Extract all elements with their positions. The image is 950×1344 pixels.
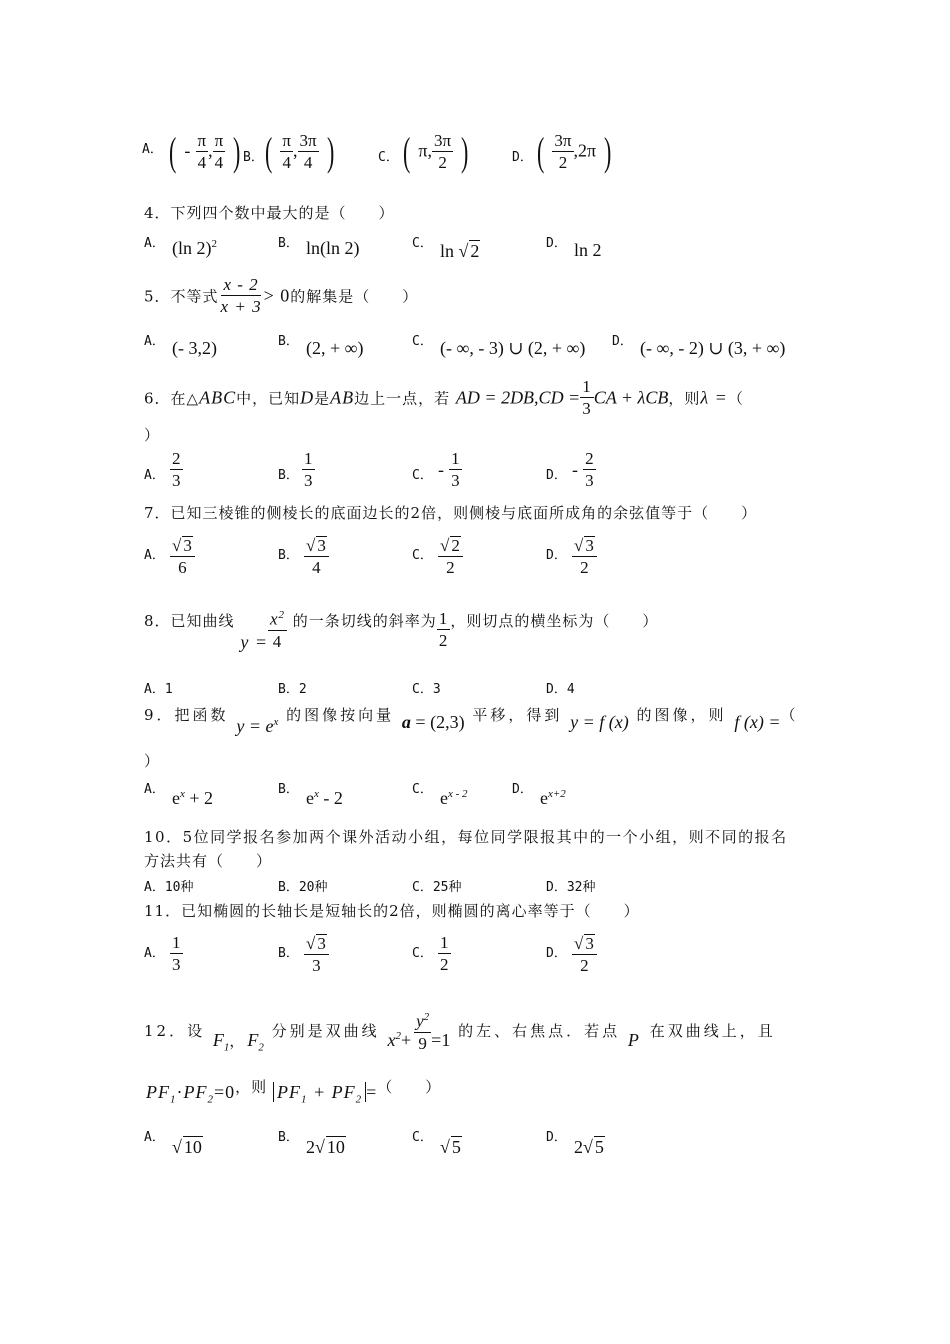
q4-c-rad: 2 xyxy=(470,241,480,261)
q6-s3: 是 xyxy=(314,389,331,408)
q12-s2: 分别是双曲线 xyxy=(271,1022,380,1041)
q12-pf2: $PF_2$ xyxy=(183,1082,214,1106)
q9-b-sup: x xyxy=(314,788,319,800)
q6-d-expr xyxy=(572,450,596,490)
q8-xsup: 2 xyxy=(278,609,286,621)
q9-ysup: x xyxy=(273,716,279,728)
q6-d-minus: - xyxy=(572,459,578,480)
q4-d-label: D． xyxy=(546,236,567,251)
q5-b-expr: (2, + ∞) xyxy=(306,338,364,358)
q9-f2: f (x) = xyxy=(734,712,781,732)
q6-frac-d: 3 xyxy=(582,398,592,418)
q12-c-expr: √ 5 xyxy=(440,1137,461,1157)
q9-paren-open: （ xyxy=(780,706,799,724)
q3-a-expr: ( - $\frac{\pi}{4}$ , $\frac{\pi}{4}$ ) xyxy=(168,129,241,174)
q9-c-label: C． xyxy=(412,782,433,797)
q11-b-expr: $\frac{√ 3}{3}$ xyxy=(304,934,329,975)
q3-a-label: A． xyxy=(142,142,163,157)
q8-s3: ，则切点的横坐标为（ ） xyxy=(450,612,659,630)
q6-b-expr xyxy=(302,450,315,490)
q3-a-d1: 4 xyxy=(197,153,207,172)
q11-d-expr: $\frac{√ 3}{2}$ xyxy=(572,934,597,975)
q6-b-d: 3 xyxy=(304,470,313,490)
q5-d-expr: (- ∞, - 2) ∪ (3, + ∞) xyxy=(640,338,786,358)
q7-d-label: D． xyxy=(546,548,567,563)
q9-paren-close: ） xyxy=(144,752,161,770)
q9-d-expr: $e^{x+2}$ xyxy=(540,788,566,808)
q6-s5: ，则 xyxy=(668,389,701,408)
q11-stem: 11．已知椭圆的长轴长是短轴长的2倍，则椭圆的离心率等于（ ） xyxy=(144,902,640,920)
q12-b-expr: 2√ 10 xyxy=(306,1137,345,1157)
q3-c-pi: π, xyxy=(418,140,433,161)
q10-stem-2: 方法共有（ ） xyxy=(144,852,273,870)
q10-c: C．25种 xyxy=(412,880,462,895)
q9-s3: 平移，得到 xyxy=(472,706,563,724)
q11-b-rad: 3 xyxy=(317,934,326,953)
q5-d-label: D． xyxy=(612,334,633,349)
q9-c-sup: x - 2 xyxy=(448,788,468,800)
q12-yn: y xyxy=(416,1011,424,1031)
q6-d-d: 3 xyxy=(585,470,594,490)
q5-stem xyxy=(144,276,418,316)
q9-d-label: D． xyxy=(512,782,533,797)
q12-a-rad: 10 xyxy=(183,1137,202,1157)
q7-b-expr: $\frac{√ 3}{4}$ xyxy=(304,536,329,577)
q7-a-label: A． xyxy=(144,548,165,563)
q12-b-rad: 10 xyxy=(326,1137,345,1157)
q9-stem xyxy=(144,704,799,736)
q11-b-d: 3 xyxy=(312,955,321,975)
q12-yd: 9 xyxy=(418,1033,427,1053)
q6-a-label: A． xyxy=(144,468,165,483)
q12-s3: 的左、右焦点．若点 xyxy=(458,1022,621,1041)
q4-c-ln: ln xyxy=(440,241,455,261)
q7-c-d: 2 xyxy=(446,557,455,577)
q4-c-label: C． xyxy=(412,236,433,251)
q7-b-label: B． xyxy=(278,548,299,563)
q12-eq2: = xyxy=(366,1082,378,1102)
q10-stem-1: 10．5位同学报名参加两个课外活动小组，每位同学限报其中的一个小组，则不同的报名 xyxy=(144,828,788,846)
q5-a-label: A． xyxy=(144,334,165,349)
q3-a-d2: 4 xyxy=(214,153,224,172)
q12-stem: 12．设 $F_1$，$F_2$ 分别是双曲线 $x^2+$ $\frac{y^2}{9}$ =1 的左、右焦点．若点 P 在双曲线上，且 xyxy=(144,1011,776,1054)
q11-d-label: D． xyxy=(546,946,567,961)
q11-c-d: 2 xyxy=(440,954,449,974)
q6-paren-open: （ xyxy=(727,389,744,408)
q4-a-exp: 2 xyxy=(211,238,217,250)
q8-c: C．3 xyxy=(412,682,441,697)
q5-a-expr: (- 3,2) xyxy=(172,338,217,358)
q10-d: D．32种 xyxy=(546,880,596,895)
q12-d-label: D． xyxy=(546,1130,567,1145)
q11-a-label: A． xyxy=(144,946,165,961)
q3-options xyxy=(142,138,163,188)
q12-eq0: =0 xyxy=(214,1082,236,1102)
q8-stem xyxy=(144,610,658,653)
q6-c-label: C． xyxy=(412,468,433,483)
q6-eq2: CA + λCB xyxy=(593,387,669,408)
q6-c-d: 3 xyxy=(451,470,460,490)
q3-c-d: 2 xyxy=(438,153,447,172)
q10-b: B．20种 xyxy=(278,880,328,895)
q3-c-n: 3π xyxy=(434,131,452,151)
q8-b: B．2 xyxy=(278,682,307,697)
q12-abs: $PF_1 + PF_2$ xyxy=(273,1082,366,1102)
q5-num: x - 2 xyxy=(223,275,259,294)
q9-s2: 的图像按向量 xyxy=(286,706,395,724)
q6-d: D xyxy=(300,387,315,408)
q7-c-label: C． xyxy=(412,548,433,563)
q3-b-expr: ( $\frac{\pi}{4}$ , $\frac{3\pi}{4}$ ) xyxy=(264,129,335,174)
q3-d-2pi: ,2π xyxy=(573,140,597,161)
q6-s4: 边上一点，若 xyxy=(354,389,451,408)
q11-a-n: 1 xyxy=(172,933,181,952)
q9-a-sup: x xyxy=(180,788,185,800)
q3-d-d: 2 xyxy=(558,153,568,172)
q7-stem: 7．已知三棱锥的侧棱长的底面边长的2倍，则侧棱与底面所成角的余弦值等于（ ） xyxy=(144,504,758,522)
q6-a-expr xyxy=(170,450,183,490)
q12-p: P xyxy=(627,1030,642,1051)
q11-d-rad: 3 xyxy=(585,934,594,953)
q5-c-label: C． xyxy=(412,334,433,349)
q8-s2: 的一条切线的斜率为 xyxy=(292,612,437,630)
q5-b-label: B． xyxy=(278,334,299,349)
q12-s1: 12．设 xyxy=(144,1022,206,1041)
q6-s2: 中，已知 xyxy=(236,389,301,408)
q6-c-n: 1 xyxy=(451,449,460,468)
q12-then: ，则 xyxy=(235,1078,268,1096)
q9-f1: y = f (x) xyxy=(570,712,629,732)
q5-gt: > 0 xyxy=(263,285,291,306)
q11-c-label: C． xyxy=(412,946,433,961)
q4-b-expr: ln(ln 2) xyxy=(306,238,360,258)
q8-slope-n: 1 xyxy=(438,609,449,629)
q3-b-n1: π xyxy=(282,131,292,151)
q6-c-minus: - xyxy=(438,459,444,480)
q3-b-d2: 4 xyxy=(303,153,313,172)
q8-d: D．4 xyxy=(546,682,575,697)
q12-c-label: C． xyxy=(412,1130,433,1145)
q6-eq1: AD = 2DB,CD = xyxy=(455,387,581,408)
q6-stem xyxy=(144,378,744,418)
q7-c-expr: $\frac{√ 2}{2}$ xyxy=(438,536,463,577)
q8-y: y = xyxy=(240,632,268,653)
q9-c-expr: $e^{x - 2}$ xyxy=(440,788,468,808)
q4-a-label: A． xyxy=(144,236,165,251)
q7-b-rad: 3 xyxy=(317,536,326,555)
q12-a-label: A． xyxy=(144,1130,165,1145)
q5-den: x + 3 xyxy=(220,296,262,316)
q8-a: A．1 xyxy=(144,682,173,697)
q7-a-d: 6 xyxy=(178,557,187,577)
q6-c-expr xyxy=(438,450,462,490)
q4-c-expr: ln √ 2 xyxy=(440,241,480,261)
q3-b-label: B． xyxy=(243,150,264,165)
q8-slope-d: 2 xyxy=(438,631,449,651)
q4-a-base: (ln 2) xyxy=(172,238,212,258)
q12-d-rad: 5 xyxy=(594,1137,604,1157)
q3-d-expr: ( $\frac{3\pi}{2}$ ,2π ) xyxy=(536,129,612,174)
q9-y: $y = e^x$ xyxy=(236,716,279,736)
q3-a-n2: π xyxy=(214,131,224,151)
q3-b-d1: 4 xyxy=(282,153,291,172)
q9-s1: 9．把函数 xyxy=(144,706,229,724)
q8-xd: 4 xyxy=(272,631,283,651)
q11-a-expr xyxy=(170,934,183,974)
q9-a-label: A． xyxy=(144,782,165,797)
q7-b-d: 4 xyxy=(312,557,321,577)
q12-d-expr: 2√ 5 xyxy=(574,1137,604,1157)
q12-s4: 在双曲线上，且 xyxy=(649,1022,776,1041)
q6-frac-n: 1 xyxy=(582,377,592,396)
q12-c-rad: 5 xyxy=(451,1137,461,1157)
q11-d-d: 2 xyxy=(580,955,589,975)
q6-d-label: D． xyxy=(546,468,567,483)
q7-d-d: 2 xyxy=(580,557,589,577)
q12-paren: （ ） xyxy=(377,1078,442,1096)
q5-stem-a: 5．不等式 xyxy=(144,287,219,306)
q6-b-label: B． xyxy=(278,468,299,483)
q12-f2: $F_2$ xyxy=(247,1030,264,1054)
q12-line2 xyxy=(146,1078,442,1106)
q8-s1: 8．已知曲线 xyxy=(144,612,235,630)
q12-a-expr: √ 10 xyxy=(172,1137,202,1157)
q7-a-rad: 3 xyxy=(183,536,192,555)
q10-a: A．10种 xyxy=(144,880,194,895)
q12-b-label: B． xyxy=(278,1130,299,1145)
q12-f1: $F_1$ xyxy=(212,1030,230,1054)
q6-a-d: 3 xyxy=(172,470,181,490)
q3-a-minus: - xyxy=(184,140,191,161)
q9-b-expr: $e^x - 2$ xyxy=(306,788,343,808)
q12-x2: $x^2$ xyxy=(387,1030,401,1051)
q11-a-d: 3 xyxy=(172,954,181,974)
q9-b-label: B． xyxy=(278,782,299,797)
q5-c-expr: (- ∞, - 3) ∪ (2, + ∞) xyxy=(440,338,586,358)
q3-b-n2: 3π xyxy=(299,131,317,151)
q11-c-n: 1 xyxy=(440,933,449,952)
q6-abc: ABC xyxy=(199,387,237,408)
q12-dot: · xyxy=(176,1082,184,1102)
q6-a-n: 2 xyxy=(172,449,181,468)
q7-c-rad: 2 xyxy=(451,536,460,555)
q3-c-expr: ( π, $\frac{3\pi}{2}$ ) xyxy=(402,129,469,174)
q8-xn: x xyxy=(269,609,279,629)
q11-b-label: B． xyxy=(278,946,299,961)
q12-pf1: $PF_1$ xyxy=(146,1082,177,1106)
q3-a-n1: π xyxy=(197,131,207,151)
q6-paren-close: ） xyxy=(144,426,161,444)
q9-s4: 的图像，则 xyxy=(636,706,727,724)
q4-stem: 4．下列四个数中最大的是（ ） xyxy=(144,204,395,222)
q7-a-expr: $\frac{√ 3}{6}$ xyxy=(170,536,195,577)
q3-d-label: D． xyxy=(512,150,533,165)
q7-d-expr: $\frac{√ 3}{2}$ xyxy=(572,536,597,577)
q12-comma: ， xyxy=(229,1032,248,1051)
q4-b-label: B． xyxy=(278,236,299,251)
q3-d-n: 3π xyxy=(554,131,572,151)
q9-d-sup: x+2 xyxy=(548,788,566,800)
q3-c-label: C． xyxy=(378,150,399,165)
q11-c-expr xyxy=(438,934,451,974)
q6-lambda: λ = xyxy=(700,387,728,408)
q5-stem-b: 的解集是（ ） xyxy=(290,287,419,306)
q4-d-expr: ln 2 xyxy=(574,240,602,260)
q9-vec: a = (2,3) xyxy=(401,712,465,732)
q4-a-expr xyxy=(172,238,217,259)
q6-s1: 6．在△ xyxy=(144,389,200,408)
q6-b-n: 1 xyxy=(304,449,313,468)
q6-ab: AB xyxy=(330,387,355,408)
q7-d-rad: 3 xyxy=(585,536,594,555)
q12-plus: + xyxy=(400,1030,415,1051)
q9-a-expr: $e^x + 2$ xyxy=(172,788,214,808)
q6-d-n: 2 xyxy=(585,449,594,468)
q12-eq1: =1 xyxy=(431,1030,451,1051)
